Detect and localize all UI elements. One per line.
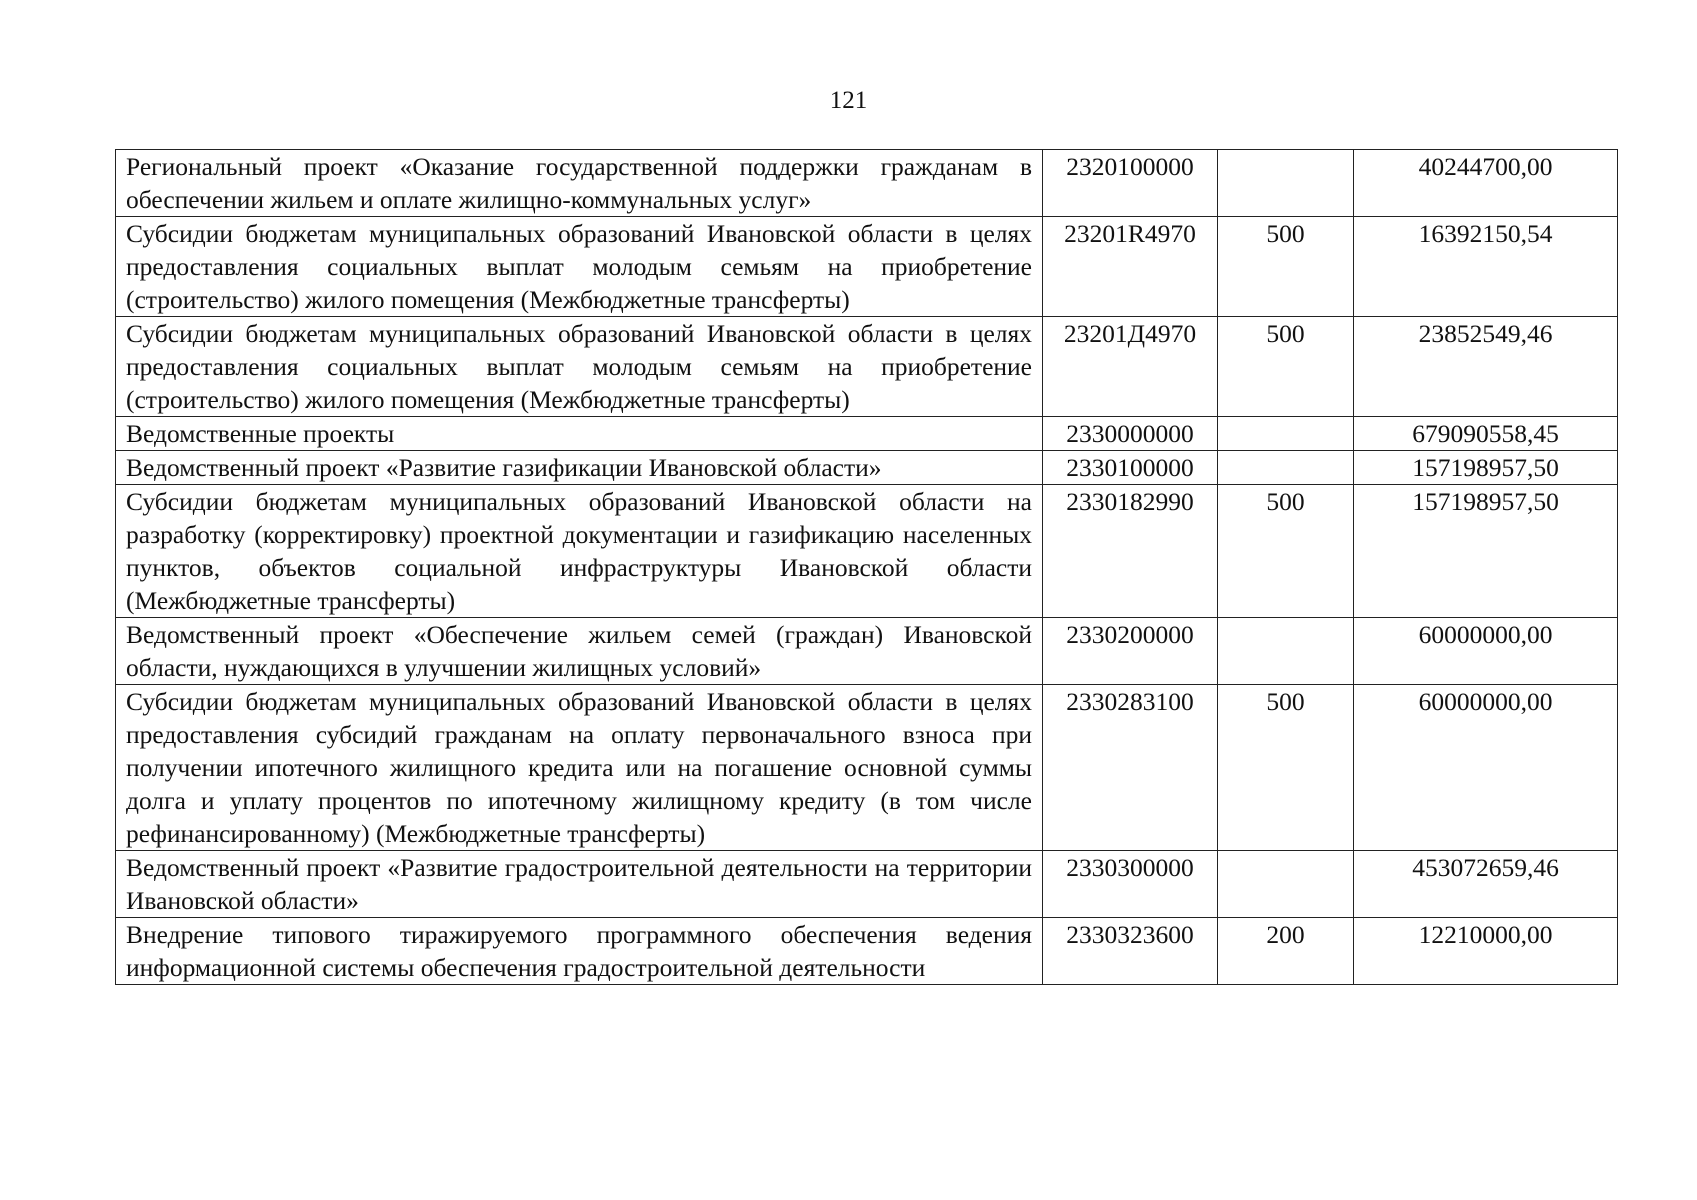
row-type xyxy=(1218,618,1354,685)
table-row xyxy=(116,618,1618,685)
row-type xyxy=(1218,417,1354,451)
row-type: 500 xyxy=(1218,685,1354,851)
row-name: Ведомственный проект «Развитие градостроительной деятельности на территории Ивановской области» xyxy=(116,851,1043,918)
row-code: 2330000000 xyxy=(1043,417,1218,451)
table-row xyxy=(116,451,1618,485)
row-sum: 60000000,00 xyxy=(1354,618,1618,685)
budget-table xyxy=(115,149,1618,985)
table-row xyxy=(116,317,1618,417)
row-name: Внедрение типового тиражируемого программного обеспечения ведения информационной системы обеспечения градостроительной деятельности xyxy=(116,918,1043,985)
row-type: 500 xyxy=(1218,217,1354,317)
table-row xyxy=(116,417,1618,451)
row-sum: 23852549,46 xyxy=(1354,317,1618,417)
row-type xyxy=(1218,851,1354,918)
row-sum: 453072659,46 xyxy=(1354,851,1618,918)
row-code: 2330283100 xyxy=(1043,685,1218,851)
row-name: Субсидии бюджетам муниципальных образований Ивановской области в целях предоставления субсидий гражданам на оплату первоначального взноса при получении ипотечного жилищного кредита или на погашение основной суммы долга и уплату процентов по ипотечному жилищному кредиту (в том числе рефинансированному) (Межбюджетные трансферты) xyxy=(116,685,1043,851)
row-type: 200 xyxy=(1218,918,1354,985)
row-name: Субсидии бюджетам муниципальных образований Ивановской области на разработку (корректировку) проектной документации и газификацию населенных пунктов, объектов социальной инфраструктуры Ивановской области (Межбюджетные трансферты) xyxy=(116,485,1043,618)
row-sum: 40244700,00 xyxy=(1354,150,1618,217)
row-name: Субсидии бюджетам муниципальных образований Ивановской области в целях предоставления социальных выплат молодым семьям на приобретение (строительство) жилого помещения (Межбюджетные трансферты) xyxy=(116,317,1043,417)
row-code: 2330200000 xyxy=(1043,618,1218,685)
row-name: Ведомственные проекты xyxy=(116,417,1043,451)
table-row xyxy=(116,918,1618,985)
row-sum: 157198957,50 xyxy=(1354,485,1618,618)
row-code: 2320100000 xyxy=(1043,150,1218,217)
row-code: 2330300000 xyxy=(1043,851,1218,918)
row-name: Ведомственный проект «Развитие газификации Ивановской области» xyxy=(116,451,1043,485)
row-code: 23201R4970 xyxy=(1043,217,1218,317)
row-type xyxy=(1218,150,1354,217)
row-name: Региональный проект «Оказание государственной поддержки гражданам в обеспечении жильем и оплате жилищно-коммунальных услуг» xyxy=(116,150,1043,217)
row-type: 500 xyxy=(1218,485,1354,618)
row-code: 2330100000 xyxy=(1043,451,1218,485)
row-code: 2330182990 xyxy=(1043,485,1218,618)
row-code: 2330323600 xyxy=(1043,918,1218,985)
row-sum: 60000000,00 xyxy=(1354,685,1618,851)
table-row xyxy=(116,851,1618,918)
row-sum: 679090558,45 xyxy=(1354,417,1618,451)
row-name: Ведомственный проект «Обеспечение жильем семей (граждан) Ивановской области, нуждающихся в улучшении жилищных условий» xyxy=(116,618,1043,685)
row-name: Субсидии бюджетам муниципальных образований Ивановской области в целях предоставления социальных выплат молодым семьям на приобретение (строительство) жилого помещения (Межбюджетные трансферты) xyxy=(116,217,1043,317)
row-code: 23201Д4970 xyxy=(1043,317,1218,417)
table-row xyxy=(116,217,1618,317)
row-sum: 12210000,00 xyxy=(1354,918,1618,985)
table-row xyxy=(116,150,1618,217)
page-number: 121 xyxy=(829,87,868,114)
row-sum: 16392150,54 xyxy=(1354,217,1618,317)
row-type: 500 xyxy=(1218,317,1354,417)
table-row xyxy=(116,485,1618,618)
row-sum: 157198957,50 xyxy=(1354,451,1618,485)
table-row xyxy=(116,685,1618,851)
row-type xyxy=(1218,451,1354,485)
